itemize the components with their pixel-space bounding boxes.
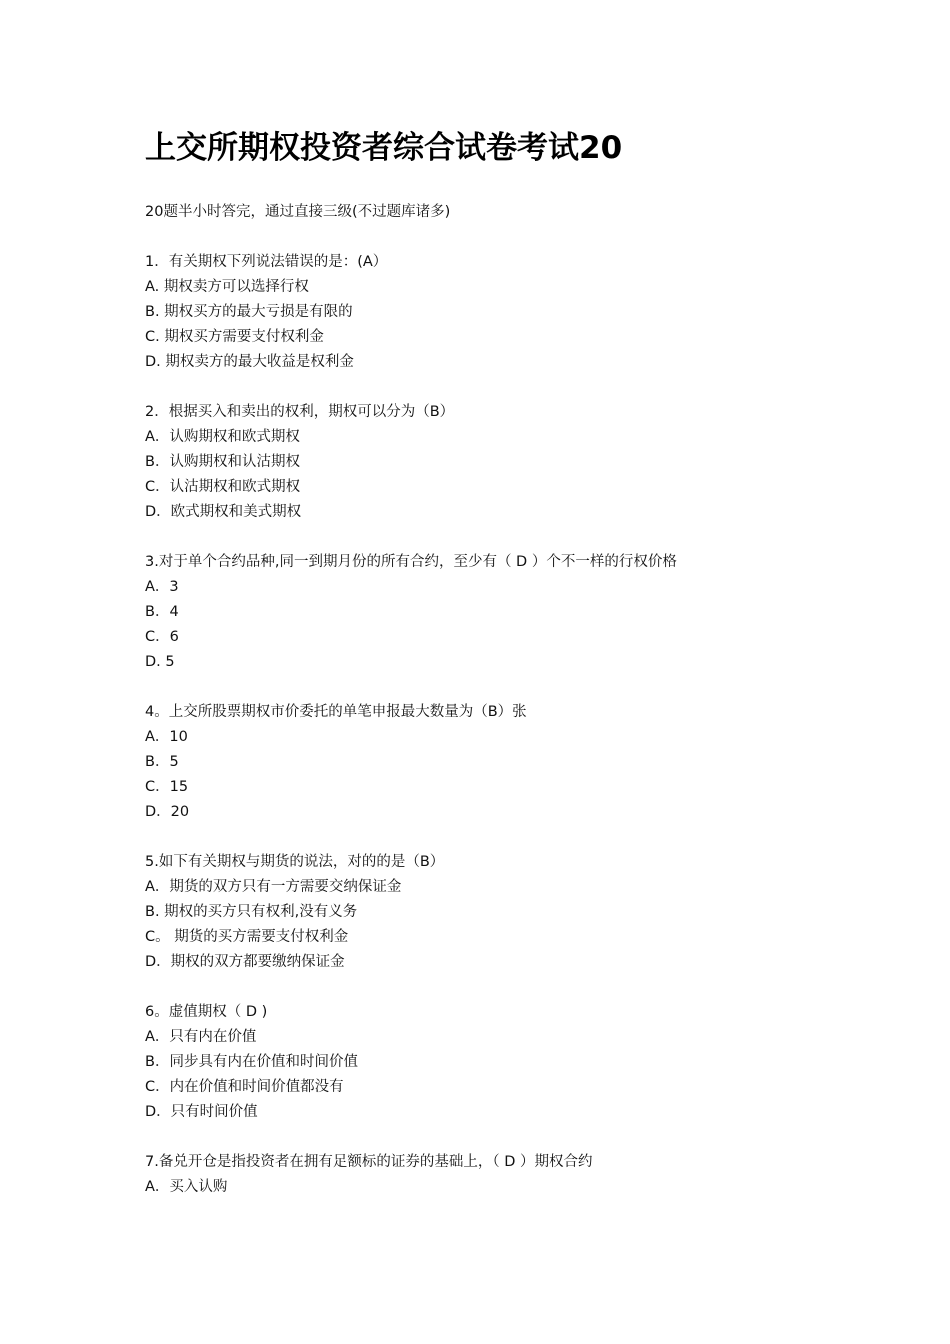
option-c: C. 期权买方需要支付权利金	[145, 329, 324, 345]
question-2	[145, 402, 677, 527]
question-6	[145, 1002, 677, 1127]
option-a: A．期货的双方只有一方需要交纳保证金	[145, 879, 402, 895]
option-b: B．4	[145, 604, 179, 620]
option-c: C．6	[145, 629, 179, 645]
option-a: A．买入认购	[145, 1179, 228, 1195]
option-d: D．只有时间价值	[145, 1104, 258, 1120]
option-c: C。 期货的买方需要支付权利金	[145, 929, 349, 945]
option-b: B. 期权买方的最大亏损是有限的	[145, 304, 353, 320]
option-d: D．欧式期权和美式期权	[145, 504, 302, 520]
option-c: C．内在价值和时间价值都没有	[145, 1079, 344, 1095]
option-d: D. 5	[145, 654, 175, 670]
question-text: 7.备兑开仓是指投资者在拥有足额标的证券的基础上，（ D ）期权合约	[145, 1154, 593, 1170]
option-d: D．期权的双方都要缴纳保证金	[145, 954, 345, 970]
question-text: 4。上交所股票期权市价委托的单笔申报最大数量为（B）张	[145, 704, 527, 720]
option-c: C．认沽期权和欧式期权	[145, 479, 301, 495]
question-list	[145, 252, 677, 1227]
question-1	[145, 252, 677, 377]
question-text: 2．根据买入和卖出的权利，期权可以分为（B）	[145, 404, 455, 420]
option-b: B．同步具有内在价值和时间价值	[145, 1054, 358, 1070]
question-3	[145, 552, 677, 677]
question-5	[145, 852, 677, 977]
option-d: D. 期权卖方的最大收益是权利金	[145, 354, 354, 370]
document-title: 上交所期权投资者综合试卷考试20	[145, 130, 623, 166]
option-b: B. 期权的买方只有权利,没有义务	[145, 904, 358, 920]
question-text: 3.对于单个合约品种,同一到期月份的所有合约，至少有（ D ）个不一样的行权价格	[145, 554, 677, 570]
option-c: C．15	[145, 779, 189, 795]
option-a: A．只有内在价值	[145, 1029, 257, 1045]
question-text: 6。虚值期权（ D )	[145, 1004, 268, 1020]
option-b: B．5	[145, 754, 179, 770]
question-text: 5.如下有关期权与期货的说法，对的的是（B）	[145, 854, 445, 870]
document-intro: 20题半小时答完，通过直接三级(不过题库诸多)	[145, 204, 451, 220]
option-a: A．3	[145, 579, 179, 595]
question-4	[145, 702, 677, 827]
option-d: D．20	[145, 804, 190, 820]
question-7	[145, 1152, 677, 1202]
option-b: B．认购期权和认沽期权	[145, 454, 300, 470]
option-a: A．认购期权和欧式期权	[145, 429, 300, 445]
question-text: 1．有关期权下列说法错误的是：(A）	[145, 254, 388, 270]
option-a: A. 期权卖方可以选择行权	[145, 279, 309, 295]
option-a: A．10	[145, 729, 188, 745]
